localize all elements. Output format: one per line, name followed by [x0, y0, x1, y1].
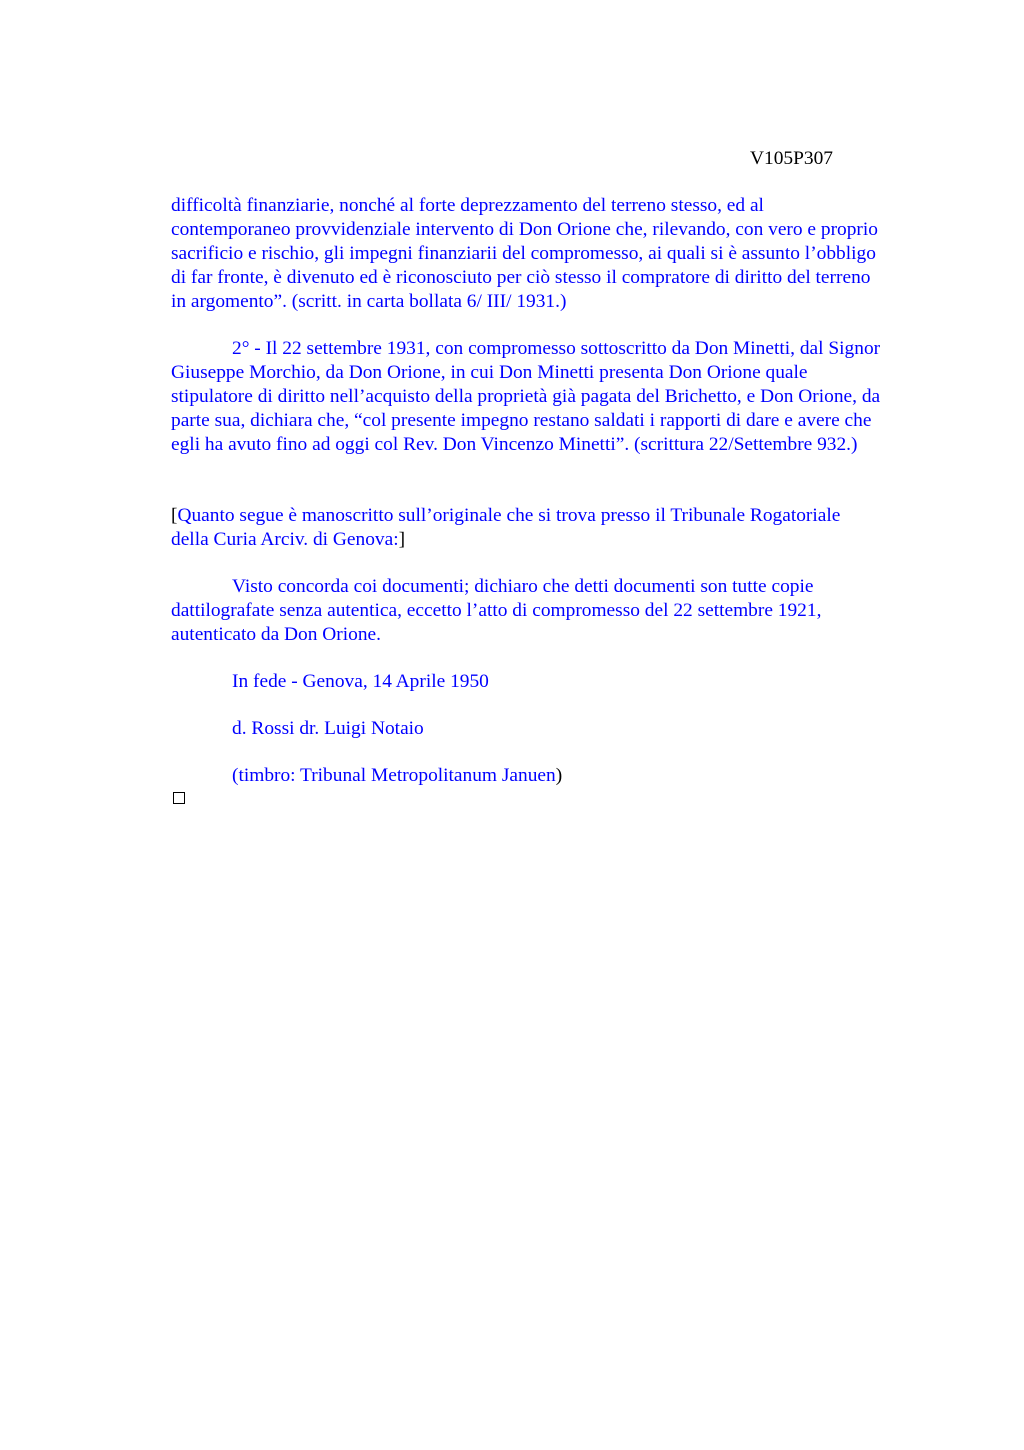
manuscript-note-line-2: della Curia Arciv. di Genova: [171, 529, 399, 550]
empty-checkbox-icon [173, 792, 185, 804]
paragraph-line: contemporaneo provvidenziale intervento di Don Orione che, rilevando, con vero e proprio [171, 219, 878, 240]
blank-line [171, 480, 931, 504]
close-bracket: ] [398, 529, 406, 550]
paragraph-signature [171, 717, 931, 741]
paragraph-line: Visto concorda coi documenti; dichiaro che detti documenti son tutte copie [232, 576, 814, 597]
paragraph-in-fede [171, 670, 931, 694]
page-id: V105P307 [750, 148, 833, 169]
paragraph-2 [171, 337, 931, 457]
open-bracket: [ [171, 505, 178, 526]
paragraph-line: Giuseppe Morchio, da Don Orione, in cui Don Minetti presenta Don Orione quale [171, 362, 808, 383]
in-fede-line: In fede - Genova, 14 Aprile 1950 [232, 671, 489, 692]
stamp-text: (timbro: Tribunal Metropolitanum Januen [232, 765, 556, 786]
paragraph-manuscript-note [171, 504, 931, 552]
paragraph-line: sacrificio e rischio, gli impegni finanziarii del compromesso, ai quali si è assunto l’obbligo [171, 243, 876, 264]
paragraph-line: dattilografate senza autentica, eccetto l’atto di compromesso del 22 settembre 1921, [171, 600, 822, 621]
paragraph-line: di far fronte, è divenuto ed è riconosciuto per ciò stesso il compratore di diritto del terreno [171, 267, 871, 288]
notary-signature-line: d. Rossi dr. Luigi Notaio [232, 718, 424, 739]
paragraph-stamp [171, 764, 931, 788]
paragraph-line: in argomento”. (scritt. in carta bollata 6/ III/ 1931.) [171, 291, 567, 312]
stamp-close-paren: ) [555, 765, 563, 786]
paragraph-line: difficoltà finanziarie, nonché al forte deprezzamento del terreno stesso, ed al [171, 195, 764, 216]
paragraph-line: parte sua, dichiara che, “col presente impegno restano saldati i rapporti di dare e avere che [171, 410, 872, 431]
paragraph-visto [171, 575, 931, 647]
paragraph-line: 2° - Il 22 settembre 1931, con compromesso sottoscritto da Don Minetti, dal Signor [232, 338, 881, 359]
paragraph-line: egli ha avuto fino ad oggi col Rev. Don Vincenzo Minetti”. (scrittura 22/Settembre 932.) [171, 434, 858, 455]
paragraph-1 [171, 194, 931, 314]
paragraph-line: autenticato da Don Orione. [171, 624, 381, 645]
document-body [171, 194, 931, 811]
paragraph-line: stipulatore di diritto nell’acquisto della proprietà già pagata del Brichetto, e Don Orione, da [171, 386, 881, 407]
manuscript-note-line-1: Quanto segue è manoscritto sull’originale che si trova presso il Tribunale Rogatoriale [177, 505, 841, 526]
